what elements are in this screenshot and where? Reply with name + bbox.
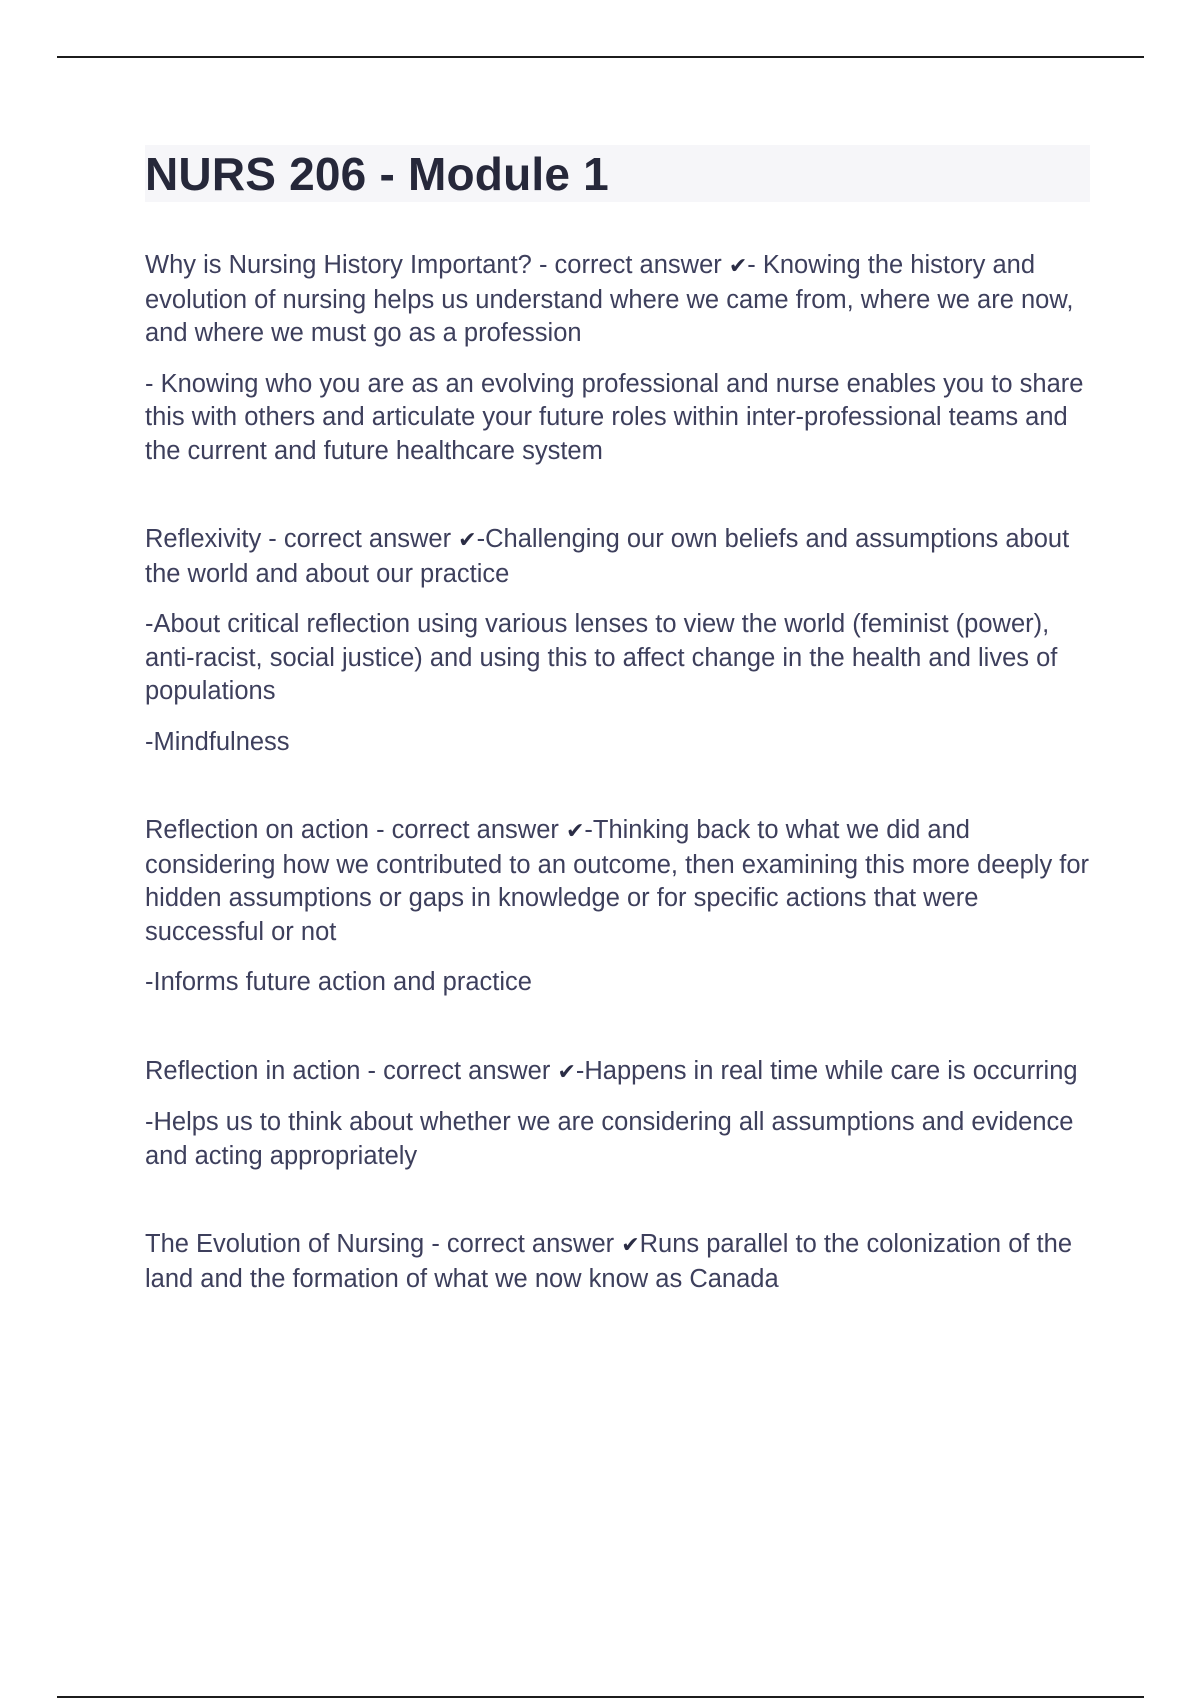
checkmark-icon: ✔ (728, 254, 748, 279)
entry-definition: -Thinking back to what we did and considering how we contributed to an outcome, then examining this more deeply for hidden assumptions or gaps in knowledge or for specific actions that were successful or not (145, 816, 1090, 946)
checkmark-icon: ✔ (458, 528, 477, 553)
entry-definition: - Knowing the history and evolution of nursing helps us understand where we came from, where we are now, and where we must go as a profession (145, 251, 1074, 347)
entry-definition: Runs parallel to the colonization of the land and the formation of what we now know as Canada (145, 1230, 1072, 1293)
entry-term: The Evolution of Nursing (145, 1230, 425, 1258)
entry-connector: - correct answer (531, 251, 729, 279)
entry-definition: -Challenging our own beliefs and assumptions about the world and about our practice (145, 525, 1070, 588)
entry-first-paragraph (145, 249, 1090, 351)
entry-reflection-on-action (145, 814, 1090, 1000)
checkmark-icon: ✔ (557, 1059, 576, 1085)
checkmark-icon: ✔ (565, 819, 585, 844)
entry-definition: -Happens in real time while care is occurring (575, 1056, 1078, 1085)
entry-connector: - correct answer (424, 1230, 622, 1258)
entry-first-paragraph (145, 814, 1090, 949)
entry-paragraph: -Mindfulness (145, 727, 290, 756)
document-page (145, 145, 1090, 1351)
entry-connector: - correct answer (261, 525, 459, 553)
footer-rule (57, 1696, 1144, 1698)
entry-term: Reflection on action (145, 816, 369, 844)
entry-reflection-in-action (145, 1055, 1090, 1174)
entry-term: Reflexivity (145, 525, 262, 553)
entry-paragraph: -About critical reflection using various lenses to view the world (feminist (power), anti-racist, social justice) and using this to affect change in the health and lives of populations (145, 610, 1058, 705)
entry-list (145, 249, 1090, 1296)
entry-evolution-of-nursing (145, 1228, 1090, 1296)
entry-paragraph: -Helps us to think about whether we are considering all assumptions and evidence and acting appropriately (145, 1108, 1074, 1170)
entry-connector: - correct answer (368, 816, 566, 844)
title-banner (145, 145, 1090, 202)
entry-paragraph: -Informs future action and practice (145, 968, 532, 996)
entry-reflexivity (145, 523, 1090, 759)
entry-term: Why is Nursing History Important? (145, 251, 532, 279)
header-rule (57, 56, 1144, 58)
entry-first-paragraph (145, 523, 1090, 591)
page-title: NURS 206 - Module 1 (145, 147, 609, 200)
entry-nursing-history (145, 249, 1090, 468)
entry-connector: - correct answer (360, 1056, 558, 1085)
entry-term: Reflection in action (145, 1056, 361, 1085)
entry-first-paragraph (145, 1228, 1090, 1296)
checkmark-icon: ✔ (621, 1233, 640, 1258)
entry-paragraph: - Knowing who you are as an evolving professional and nurse enables you to share this with others and articulate your future roles within inter-professional teams and the current and future healthcare system (145, 369, 1084, 465)
entry-first-paragraph (145, 1055, 1090, 1090)
